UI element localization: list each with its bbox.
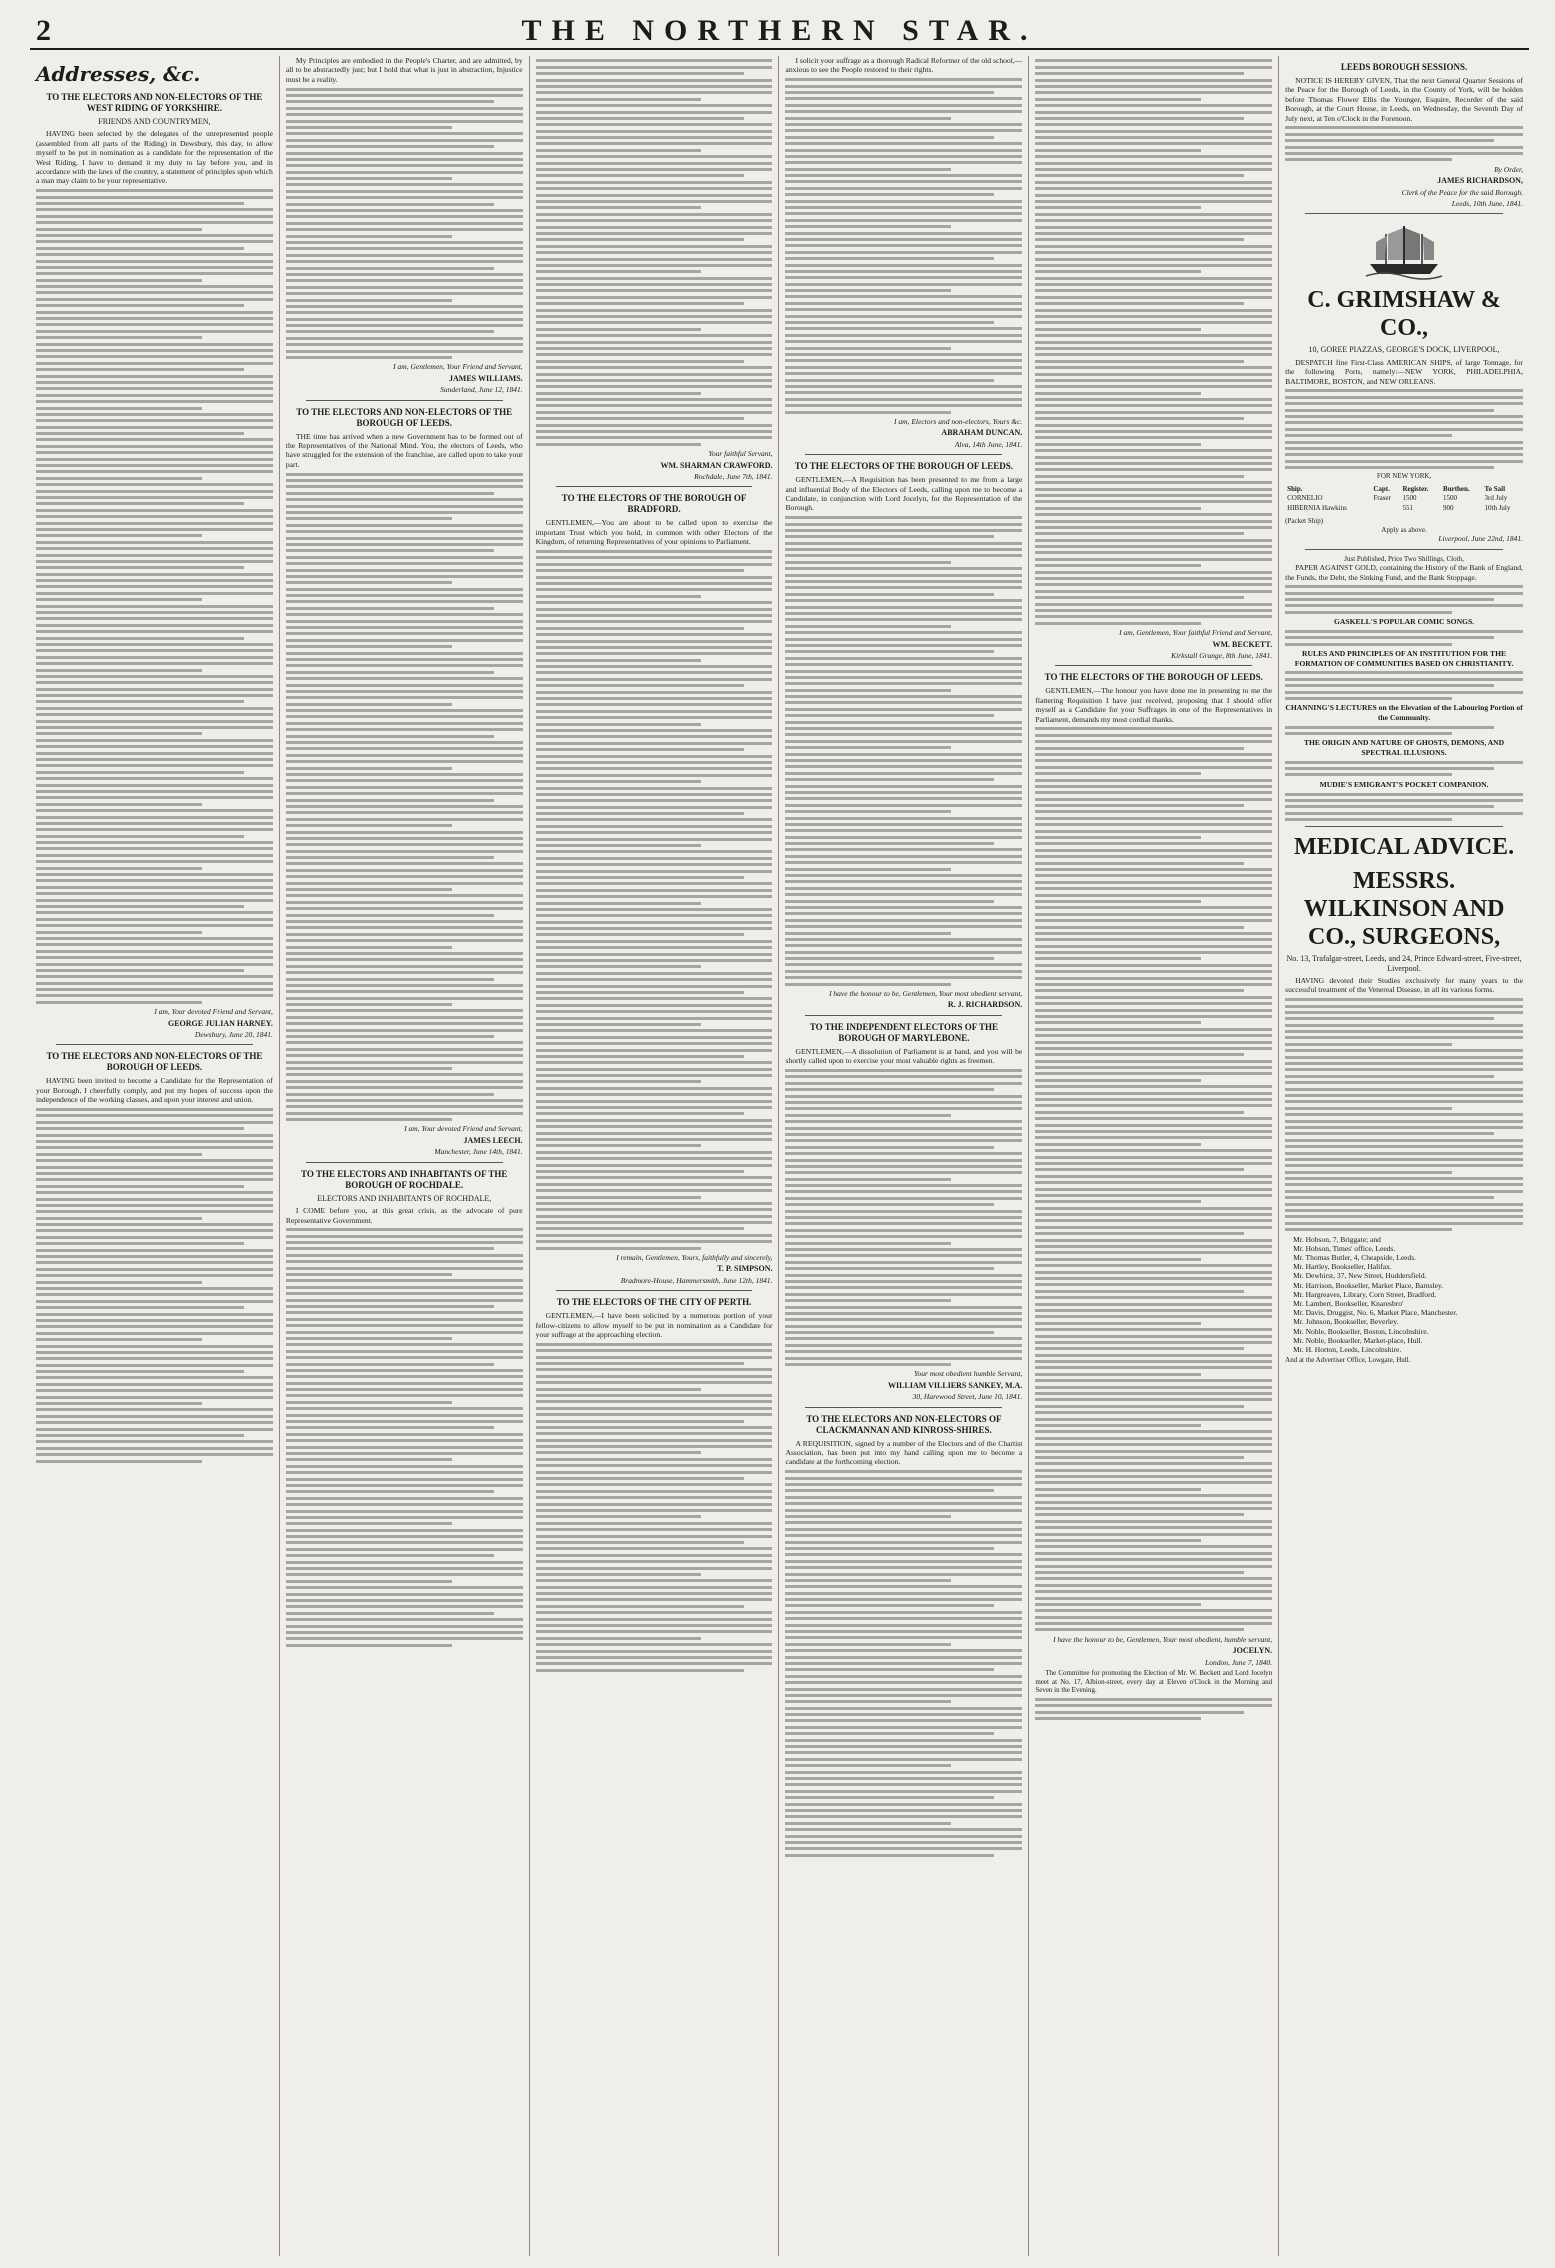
text-block xyxy=(286,1228,523,1646)
masthead xyxy=(30,14,1529,50)
signature: T. P. SIMPSON. xyxy=(717,1264,773,1274)
address-body xyxy=(785,1047,1022,1066)
address-body xyxy=(36,129,273,185)
medical-body xyxy=(1285,976,1523,995)
address-salutation: FRIENDS AND COUNTRYMEN, xyxy=(98,117,211,126)
text-block xyxy=(1285,126,1523,161)
table-row xyxy=(1285,494,1523,503)
page-number: 2 xyxy=(36,14,51,47)
address-text: I solicit your suffrage as a thorough Radical Reformer of the old school,—anxious to see the People restored to their rights. xyxy=(785,56,1023,75)
address-body xyxy=(286,56,523,84)
medical-text: HAVING devoted their Studies exclusively for many years to the successful treatment of the Venereal Disease, in all its various forms. xyxy=(1285,975,1523,995)
signature-date: Sunderland, June 12, 1841. xyxy=(440,385,523,395)
sailing-note: (Packet Ship) xyxy=(1285,517,1324,526)
signature: ABRAHAM DUNCAN. xyxy=(941,428,1023,438)
address-text: GENTLEMEN,—You are about to be called upon to exercise the important Trust which you hold, in common with other Electors of the Kingdom, of returning Representatives of your opinions to Parliament. xyxy=(535,518,773,547)
address-heading: TO THE ELECTORS AND NON-ELECTORS OF THE BOROUGH OF LEEDS. xyxy=(296,406,513,428)
signature: JOCELYN. xyxy=(1232,1646,1273,1656)
list-item: Mr. Noble, Bookseller, Boston, Lincolnshire. xyxy=(1293,1326,1429,1336)
text-block xyxy=(785,78,1022,413)
text-block xyxy=(1035,59,1272,624)
table-column-header: Capt. xyxy=(1373,484,1390,493)
text-block xyxy=(785,1470,1022,1856)
book-title: MUDIE'S EMIGRANT'S POCKET COMPANION. xyxy=(1319,779,1489,789)
table-cell: HIBERNIA Hawkins xyxy=(1287,503,1347,512)
address-heading: TO THE ELECTORS OF THE BOROUGH OF LEEDS. xyxy=(1044,672,1263,683)
column-2 xyxy=(280,56,530,2256)
text-block xyxy=(1285,793,1523,822)
table-cell: CORNELIO xyxy=(1287,494,1323,503)
divider xyxy=(805,454,1002,455)
book-title: THE ORIGIN AND NATURE OF GHOSTS, DEMONS, AND SPECTRAL ILLUSIONS. xyxy=(1303,738,1505,757)
divider xyxy=(306,1162,503,1163)
text-block xyxy=(536,59,773,445)
address-text: GENTLEMEN,—A dissolution of Parliament is at hand, and you will be shortly called upon to exercise your most valuable rights as freemen. xyxy=(785,1046,1023,1066)
text-block xyxy=(536,1343,773,1672)
address-text: The Committee for promoting the Election of Mr. W. Beckett and Lord Jocelyn meet at No. 17, Albion-street, every day at Eleven o'Clock in the Morning and Seven in the Evening. xyxy=(1035,1669,1273,1695)
address-body xyxy=(785,56,1022,75)
text-block xyxy=(286,88,523,359)
shipping-address: 10, GOREE PIAZZAS, GEORGE'S DOCK, LIVERPOOL, xyxy=(1308,345,1500,355)
address-text: My Principles are embodied in the People's Charter, and are admitted, by all to be abstractedly just; but I hold that what is just in abstraction, Injustice must be a reality. xyxy=(285,56,523,84)
table-column-header: Register. xyxy=(1402,484,1429,493)
signature-date: Alva, 14th June, 1841. xyxy=(954,439,1023,449)
text-block xyxy=(36,189,273,1004)
signature-close: By Order, xyxy=(1494,164,1523,174)
address-text: GENTLEMEN,—The honour you have done me in presenting to me the flattering Requisition I have just received, proposing that I should offer myself as a Candidate for your Suffrages in one of the Representatives in Parliament, demands my most cordial thanks. xyxy=(1035,686,1273,724)
text-block xyxy=(1285,998,1523,1231)
list-item: Mr. Lambert, Bookseller, Knaresbro' xyxy=(1293,1299,1404,1308)
medical-heading: MEDICAL ADVICE. xyxy=(1294,834,1515,861)
table-column-header: Ship. xyxy=(1287,484,1303,493)
medical-address: No. 13, Trafalgar-street, Leeds, and 24, Prince Edward-street, Five-street, Liverpool. xyxy=(1286,954,1522,973)
address-body xyxy=(785,1439,1022,1467)
text-block xyxy=(1285,630,1523,646)
signature-close: Your most obedient humble Servant, xyxy=(914,1369,1023,1379)
table-cell: 3rd July xyxy=(1484,494,1508,503)
medical-footer: And at the Advertiser Office, Lowgate, Hull. xyxy=(1285,1356,1411,1365)
signature-date: Dewsbury, June 20, 1841. xyxy=(194,1030,273,1040)
text-block xyxy=(785,1069,1022,1366)
list-item: Mr. Hargreaves, Library, Corn Street, Bradford. xyxy=(1293,1289,1437,1299)
list-item: Mr. Hartley, Bookseller, Halifax. xyxy=(1293,1262,1392,1272)
divider xyxy=(556,486,753,487)
signature-close: Your faithful Servant, xyxy=(708,449,773,459)
table-cell: 1500 xyxy=(1402,494,1417,503)
signature: JAMES WILLIAMS. xyxy=(449,373,523,383)
column-1 xyxy=(30,56,280,2256)
table-cell: 900 xyxy=(1443,503,1454,512)
books-text: PAPER AGAINST GOLD, containing the History of the Bank of England, the Funds, the Debt, the Sinking Fund, and the Bank Stoppage. xyxy=(1285,563,1523,582)
address-text: A REQUISITION, signed by a number of the Electors and of the Chartist Association, has been put into my hand calling upon me to become a candidate at the forthcoming election. xyxy=(785,1438,1023,1467)
address-text: GENTLEMEN,—I have been solicited by a numerous portion of your fellow-citizens to allow myself to be put in nomination as a Candidate for your suffrage at the approaching election. xyxy=(535,1311,773,1340)
signature: WILLIAM VILLIERS SANKEY, M.A. xyxy=(888,1380,1023,1390)
signature-date: Kirkstall Grange, 8th June, 1841. xyxy=(1171,650,1273,660)
signature-date: Manchester, June 14th, 1841. xyxy=(434,1147,523,1157)
list-item: Mr. Johnson, Bookseller, Beverley. xyxy=(1293,1317,1399,1327)
section-title: Addresses, &c. xyxy=(36,62,201,86)
address-heading: TO THE ELECTORS AND NON-ELECTORS OF THE BOROUGH OF LEEDS. xyxy=(46,1051,263,1073)
signature-close: I am, Gentlemen, Your faithful Friend and Servant, xyxy=(1119,628,1273,638)
address-heading: TO THE ELECTORS OF THE CITY OF PERTH. xyxy=(556,1297,752,1308)
text-block xyxy=(1035,727,1272,1631)
newspaper-title: THE NORTHERN STAR. xyxy=(521,14,1038,47)
address-text: GENTLEMEN,—A Requisition has been presented to me from a large and influential Body of the Electors of Leeds, calling upon me to become a Candidate, in conjunction with Lord Jocelyn, for the Representation of the Borough. xyxy=(785,475,1023,513)
address-salutation: ELECTORS AND INHABITANTS OF ROCHDALE, xyxy=(317,1193,492,1203)
list-item: Mr. Harrison, Bookseller, Market Place, Barnsley. xyxy=(1293,1280,1444,1290)
signature-date: Bradmore-House, Hammersmith, June 12th, 1841. xyxy=(620,1275,773,1285)
address-text: I COME before you, at this great crisis, as the advocate of pure Representative Government. xyxy=(285,1206,523,1225)
address-body xyxy=(785,475,1022,513)
sailing-port: FOR NEW YORK, xyxy=(1376,472,1432,481)
shipping-body xyxy=(1285,358,1523,386)
text-block xyxy=(286,473,523,1121)
list-item: Mr. Hobson, 7, Briggate; and xyxy=(1293,1234,1381,1244)
list-item: Mr. Noble, Bookseller, Market-place, Hull. xyxy=(1293,1335,1423,1345)
divider xyxy=(1305,826,1503,827)
table-cell: 551 xyxy=(1402,503,1413,512)
sessions-body xyxy=(1285,76,1523,123)
table-cell: Fraser xyxy=(1373,494,1391,503)
agents-list xyxy=(1293,1235,1523,1355)
list-item: Mr. Davis, Druggist, No. 6, Market Place, Manchester. xyxy=(1293,1308,1458,1318)
address-text: HAVING been selected by the delegates of the unrepresented people (assembled from all parts of the Riding) in Dewsbury, this day, to allow myself to be put in nomination as a candidate for the representation of the West Riding, I have to demand it my duty to lay before you, and in accordance with the laws of the country, a statement of principles upon which a man may claim to be your representative. xyxy=(36,129,273,186)
address-text: THE time has arrived when a new Government has to be formed out of the Representatives of the National Mind. You, the electors of Leeds, who have struggled for the extension of the franchise, are called upon to take your part. xyxy=(285,431,523,469)
table-cell: 1500 xyxy=(1443,494,1458,503)
address-body xyxy=(36,1076,273,1104)
text-block xyxy=(1285,726,1523,735)
divider xyxy=(805,1407,1002,1408)
medical-firm: MESSRS. WILKINSON AND CO., SURGEONS, xyxy=(1303,868,1505,951)
sessions-heading: LEEDS BOROUGH SESSIONS. xyxy=(1340,62,1468,72)
address-heading: TO THE ELECTORS AND NON-ELECTORS OF THE WEST RIDING OF YORKSHIRE. xyxy=(46,92,263,113)
address-body xyxy=(286,432,523,470)
address-heading: TO THE ELECTORS OF THE BOROUGH OF LEEDS. xyxy=(794,461,1014,472)
signature-close: I am, Electors and non-electors, Yours &c. xyxy=(894,416,1023,426)
table-row xyxy=(1285,504,1523,513)
signature: WM. BECKETT. xyxy=(1212,639,1273,649)
table-body xyxy=(1285,494,1523,513)
sessions-text: NOTICE IS HEREBY GIVEN, That the next General Quarter Sessions of the Peace for the Borough of Leeds, in the County of York, will be holden before Thomas Flower Ellis the Younger, Esquire, Recorder of the said Borough, at the Court House, in Leeds, on Wednesday, the Seventh Day of July next, at Ten o'Clock in the Forenoon. xyxy=(1285,76,1523,123)
text-block xyxy=(1285,761,1523,777)
table-header xyxy=(1285,485,1523,494)
address-heading: TO THE ELECTORS OF THE BOROUGH OF BRADFORD. xyxy=(561,493,747,515)
divider xyxy=(56,1044,253,1045)
list-item: Mr. Thomas Butler, 4, Cheapside, Leeds. xyxy=(1293,1252,1417,1262)
signature-date: Rochdale, June 7th, 1841. xyxy=(694,472,773,482)
address-body xyxy=(286,1206,523,1225)
divider xyxy=(1305,213,1503,214)
signature-close: I have the honour to be, Gentlemen, Your most obedient servant, xyxy=(829,989,1023,999)
divider xyxy=(805,1015,1002,1016)
text-block xyxy=(1035,1698,1272,1720)
signature-close: I am, Your devoted Friend and Servant, xyxy=(154,1007,273,1017)
address-body xyxy=(1035,686,1272,724)
sailing-table xyxy=(1285,485,1523,513)
books-body xyxy=(1285,563,1523,582)
text-block xyxy=(36,1108,273,1462)
text-block xyxy=(1285,585,1523,614)
signature-role: Clerk of the Peace for the said Borough. xyxy=(1401,187,1523,197)
columns xyxy=(30,56,1529,2256)
signature-date: 30, Harewood Street, June 10, 1841. xyxy=(912,1392,1023,1402)
signature-close: I am, Gentlemen, Your Friend and Servant, xyxy=(393,362,523,372)
column-4 xyxy=(779,56,1029,2256)
divider xyxy=(1305,549,1503,550)
text-block xyxy=(536,550,773,1250)
table-cell: 10th July xyxy=(1484,503,1511,512)
divider xyxy=(556,1290,753,1291)
signature-close: I remain, Gentlemen, Yours, faithfully and sincerely, xyxy=(616,1253,773,1263)
ship-icon xyxy=(1364,220,1444,280)
column-5 xyxy=(1029,56,1279,2256)
list-item: Mr. Dewhirst, 37, New Street, Huddersfield. xyxy=(1293,1271,1427,1281)
address-body xyxy=(536,1311,773,1339)
ship-illustration xyxy=(1285,220,1523,280)
address-body xyxy=(536,518,773,546)
book-title: CHANNING'S LECTURES on the Elevation of the Labouring Portion of the Community. xyxy=(1285,703,1523,722)
signature-date: London, June 7, 1840. xyxy=(1205,1657,1273,1667)
book-title: GASKELL'S POPULAR COMIC SONGS. xyxy=(1334,617,1475,627)
text-block xyxy=(1285,389,1523,469)
shipping-firm: C. GRIMSHAW & CO., xyxy=(1307,287,1501,342)
table-cell xyxy=(1371,504,1400,513)
column-3 xyxy=(530,56,780,2256)
sailing-date: Liverpool, June 22nd, 1841. xyxy=(1438,534,1523,544)
table-column-header: Burthen. xyxy=(1443,484,1470,493)
sailing-apply: Apply as above. xyxy=(1381,525,1427,534)
signature: WM. SHARMAN CRAWFORD. xyxy=(660,460,773,470)
text-block xyxy=(785,516,1022,986)
signature-close: I have the honour to be, Gentlemen, Your most obedient, humble servant, xyxy=(1053,1634,1273,1644)
shipping-text: DESPATCH fine First-Class AMERICAN SHIPS, of large Tonnage, for the following Ports, namely:—NEW YORK, PHILADELPHIA, BALTIMORE, BOSTON, and NEW ORLEANS. xyxy=(1285,357,1523,386)
signature: GEORGE JULIAN HARNEY. xyxy=(167,1018,273,1028)
signature: JAMES LEECH. xyxy=(463,1135,523,1145)
table-column-header: To Sail xyxy=(1484,484,1506,493)
book-title: RULES AND PRINCIPLES OF AN INSTITUTION FOR THE FORMATION OF COMMUNITIES BASED ON CHRISTIANITY. xyxy=(1294,649,1514,668)
signature-close: I am, Your devoted Friend and Servant, xyxy=(404,1124,523,1134)
list-item: Mr. H. Horton, Leeds, Lincolnshire. xyxy=(1293,1345,1402,1355)
address-heading: TO THE INDEPENDENT ELECTORS OF THE BOROUGH OF MARYLEBONE. xyxy=(809,1021,998,1043)
divider xyxy=(306,400,503,401)
signature: JAMES RICHARDSON, xyxy=(1437,176,1523,186)
address-text: HAVING been invited to become a Candidate for the Representation of your Borough, I cheerfully comply, and put my hopes of success upon the independence of the working classes, and upon your interest and union. xyxy=(36,1076,273,1105)
signature-date: Leeds, 10th June, 1841. xyxy=(1451,198,1523,208)
column-6 xyxy=(1279,56,1529,2256)
committee-note xyxy=(1035,1669,1272,1695)
divider xyxy=(1055,665,1252,666)
address-heading: TO THE ELECTORS AND NON-ELECTORS OF CLACKMANNAN AND KINROSS-SHIRES. xyxy=(806,1413,1002,1435)
list-item: Mr. Hobson, Times' office, Leeds. xyxy=(1293,1243,1396,1253)
books-heading: Just Published, Price Two Shillings, Cloth, xyxy=(1344,554,1464,563)
address-heading: TO THE ELECTORS AND INHABITANTS OF THE BOROUGH OF ROCHDALE. xyxy=(301,1168,508,1190)
signature: R. J. RICHARDSON. xyxy=(947,1000,1023,1010)
text-block xyxy=(1285,671,1523,700)
